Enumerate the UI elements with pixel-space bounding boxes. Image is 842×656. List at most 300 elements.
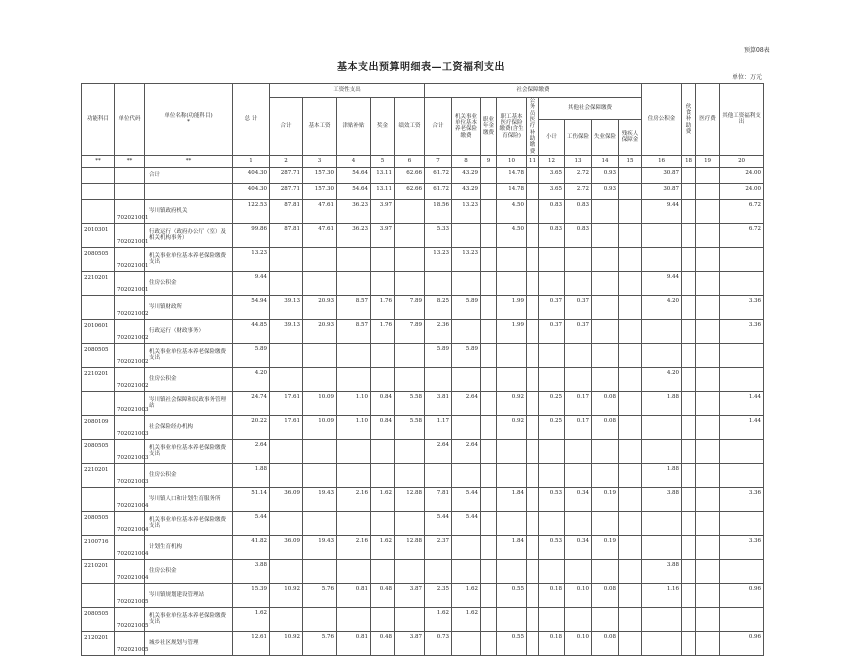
amount-cell: 0.37 bbox=[565, 319, 592, 343]
table-row bbox=[82, 391, 764, 415]
amount-cell: 5.89 bbox=[452, 295, 481, 319]
amount-cell: 54.64 bbox=[337, 167, 371, 183]
index-cell: 6 bbox=[395, 155, 425, 167]
amount-cell bbox=[452, 631, 481, 655]
func-code-cell bbox=[82, 391, 115, 415]
amount-cell: 2.72 bbox=[565, 167, 592, 183]
amount-cell: 0.10 bbox=[565, 631, 592, 655]
amount-cell bbox=[642, 439, 682, 463]
amount-cell bbox=[696, 631, 720, 655]
unit-code-cell: 702021003 bbox=[115, 391, 145, 415]
amount-cell bbox=[337, 607, 371, 631]
amount-cell: 2.64 bbox=[452, 439, 481, 463]
amount-cell bbox=[682, 511, 696, 535]
amount-cell bbox=[682, 223, 696, 247]
amount-cell bbox=[696, 295, 720, 319]
amount-cell bbox=[481, 183, 497, 199]
func-code-cell: 2080505 bbox=[82, 247, 115, 271]
header-allowances: 津贴补贴 bbox=[337, 98, 371, 156]
amount-cell: 5.44 bbox=[452, 511, 481, 535]
amount-cell bbox=[527, 559, 539, 583]
budget-table bbox=[81, 83, 764, 656]
header-other-wage: 其他工资福利支出 bbox=[720, 84, 764, 156]
amount-cell bbox=[303, 511, 337, 535]
amount-cell: 0.73 bbox=[425, 631, 452, 655]
amount-cell: 62.66 bbox=[395, 183, 425, 199]
unit-name-cell: 机关事业单位基本养老保险缴费支出 bbox=[145, 439, 233, 463]
amount-cell: 1.76 bbox=[371, 295, 395, 319]
amount-cell bbox=[481, 271, 497, 295]
table-row bbox=[82, 271, 764, 295]
unit-code-cell: 702021001 bbox=[115, 223, 145, 247]
table-row bbox=[82, 607, 764, 631]
amount-cell bbox=[539, 559, 565, 583]
unit-name-cell: 城乡社区规划与管理 bbox=[145, 631, 233, 655]
unit-name-cell: 计划生育机构 bbox=[145, 535, 233, 559]
unit-code-cell: 702021001 bbox=[115, 199, 145, 223]
header-civil-medical: 公务员医疗补助缴费 bbox=[527, 98, 539, 156]
amount-cell: 0.83 bbox=[539, 223, 565, 247]
amount-cell bbox=[527, 511, 539, 535]
amount-cell: 1.76 bbox=[371, 319, 395, 343]
func-code-cell bbox=[82, 487, 115, 511]
amount-cell: 4.20 bbox=[233, 367, 270, 391]
amount-cell: 1.88 bbox=[642, 463, 682, 487]
table-row bbox=[82, 199, 764, 223]
table-row bbox=[82, 319, 764, 343]
func-code-cell bbox=[82, 167, 115, 183]
amount-cell bbox=[270, 271, 303, 295]
amount-cell bbox=[642, 535, 682, 559]
header-other-social-group: 其他社会保障缴费 bbox=[539, 98, 642, 120]
amount-cell: 3.36 bbox=[720, 319, 764, 343]
amount-cell bbox=[527, 199, 539, 223]
amount-cell: 2.64 bbox=[233, 439, 270, 463]
amount-cell: 3.97 bbox=[371, 199, 395, 223]
header-unit-name-mark: * bbox=[187, 119, 190, 126]
amount-cell: 0.53 bbox=[539, 487, 565, 511]
amount-cell bbox=[720, 607, 764, 631]
header-unit-code: 单位代码 bbox=[115, 84, 145, 156]
amount-cell: 3.65 bbox=[539, 183, 565, 199]
header-wage-group: 工资性支出 bbox=[270, 84, 425, 98]
amount-cell: 20.93 bbox=[303, 295, 337, 319]
amount-cell bbox=[696, 271, 720, 295]
unit-code-cell: 702021004 bbox=[115, 487, 145, 511]
amount-cell bbox=[720, 343, 764, 367]
amount-cell: 9.44 bbox=[642, 199, 682, 223]
amount-cell: 0.93 bbox=[592, 167, 619, 183]
amount-cell: 2.64 bbox=[452, 391, 481, 415]
amount-cell: 0.84 bbox=[371, 391, 395, 415]
amount-cell bbox=[619, 391, 642, 415]
amount-cell bbox=[720, 367, 764, 391]
amount-cell: 1.62 bbox=[452, 583, 481, 607]
amount-cell bbox=[497, 343, 527, 367]
amount-cell: 0.81 bbox=[337, 631, 371, 655]
amount-cell: 47.61 bbox=[303, 223, 337, 247]
header-disability-fund: 残疾人保障金 bbox=[619, 120, 642, 156]
amount-cell bbox=[619, 463, 642, 487]
amount-cell: 1.10 bbox=[337, 391, 371, 415]
header-unit-name-text: 单位名称(功能科目) bbox=[164, 113, 213, 120]
amount-cell: 0.17 bbox=[565, 415, 592, 439]
unit-code-cell: 702021002 bbox=[115, 367, 145, 391]
amount-cell: 0.84 bbox=[371, 415, 395, 439]
amount-cell bbox=[696, 167, 720, 183]
unit-code-cell: 702021004 bbox=[115, 535, 145, 559]
table-row bbox=[82, 167, 764, 183]
amount-cell: 5.44 bbox=[425, 511, 452, 535]
amount-cell: 4.50 bbox=[497, 223, 527, 247]
index-cell: 14 bbox=[592, 155, 619, 167]
amount-cell bbox=[527, 607, 539, 631]
amount-cell bbox=[642, 247, 682, 271]
unit-name-cell: 社会保险经办机构 bbox=[145, 415, 233, 439]
amount-cell: 2.72 bbox=[565, 183, 592, 199]
amount-cell bbox=[592, 463, 619, 487]
unit-code-cell: 702021005 bbox=[115, 583, 145, 607]
amount-cell: 7.89 bbox=[395, 295, 425, 319]
header-pension: 机关事业单位基本养老保险缴费 bbox=[452, 98, 481, 156]
amount-cell: 24.00 bbox=[720, 167, 764, 183]
amount-cell bbox=[303, 343, 337, 367]
header-total: 总 计 bbox=[233, 84, 270, 156]
amount-cell bbox=[539, 511, 565, 535]
amount-cell: 19.43 bbox=[303, 535, 337, 559]
amount-cell: 0.96 bbox=[720, 631, 764, 655]
index-cell: ** bbox=[82, 155, 115, 167]
table-row bbox=[82, 223, 764, 247]
table-row bbox=[82, 583, 764, 607]
amount-cell: 13.23 bbox=[452, 247, 481, 271]
amount-cell bbox=[481, 607, 497, 631]
amount-cell bbox=[619, 559, 642, 583]
amount-cell: 4.20 bbox=[642, 367, 682, 391]
amount-cell bbox=[539, 367, 565, 391]
amount-cell bbox=[481, 319, 497, 343]
amount-cell: 13.11 bbox=[371, 183, 395, 199]
amount-cell bbox=[481, 535, 497, 559]
amount-cell: 0.19 bbox=[592, 487, 619, 511]
amount-cell bbox=[696, 223, 720, 247]
amount-cell: 30.87 bbox=[642, 167, 682, 183]
amount-cell bbox=[682, 559, 696, 583]
amount-cell: 0.25 bbox=[539, 391, 565, 415]
amount-cell bbox=[592, 559, 619, 583]
amount-cell bbox=[682, 199, 696, 223]
amount-cell bbox=[696, 607, 720, 631]
header-bonus: 奖金 bbox=[371, 98, 395, 156]
amount-cell bbox=[720, 559, 764, 583]
header-wage-total: 合计 bbox=[270, 98, 303, 156]
amount-cell: 7.81 bbox=[425, 487, 452, 511]
index-cell: 2 bbox=[270, 155, 303, 167]
amount-cell bbox=[395, 463, 425, 487]
header-basic-wage: 基本工资 bbox=[303, 98, 337, 156]
index-cell: 1 bbox=[233, 155, 270, 167]
amount-cell bbox=[371, 271, 395, 295]
amount-cell: 5.76 bbox=[303, 583, 337, 607]
amount-cell bbox=[592, 295, 619, 319]
amount-cell: 1.88 bbox=[233, 463, 270, 487]
unit-name-cell: 行政运行（财政事务） bbox=[145, 319, 233, 343]
form-number: 预算08表 bbox=[744, 47, 770, 54]
amount-cell: 5.44 bbox=[233, 511, 270, 535]
header-injury-insurance: 工伤保险 bbox=[565, 120, 592, 156]
amount-cell: 2.35 bbox=[425, 583, 452, 607]
amount-cell bbox=[642, 223, 682, 247]
amount-cell bbox=[452, 367, 481, 391]
unit-name-cell: 岑川镇人口和计划生育服务所 bbox=[145, 487, 233, 511]
amount-cell bbox=[696, 535, 720, 559]
amount-cell bbox=[682, 183, 696, 199]
amount-cell: 24.74 bbox=[233, 391, 270, 415]
amount-cell bbox=[452, 223, 481, 247]
amount-cell: 54.94 bbox=[233, 295, 270, 319]
func-code-cell: 2080505 bbox=[82, 439, 115, 463]
amount-cell: 0.37 bbox=[539, 319, 565, 343]
unit-code-cell: 702021002 bbox=[115, 319, 145, 343]
amount-cell bbox=[303, 607, 337, 631]
amount-cell: 39.13 bbox=[270, 319, 303, 343]
amount-cell: 0.08 bbox=[592, 391, 619, 415]
amount-cell: 13.23 bbox=[233, 247, 270, 271]
amount-cell: 1.84 bbox=[497, 487, 527, 511]
amount-cell: 0.19 bbox=[592, 535, 619, 559]
func-code-cell: 2010301 bbox=[82, 223, 115, 247]
amount-cell: 12.88 bbox=[395, 535, 425, 559]
amount-cell bbox=[539, 439, 565, 463]
amount-cell bbox=[619, 247, 642, 271]
table-row bbox=[82, 463, 764, 487]
amount-cell bbox=[619, 295, 642, 319]
amount-cell bbox=[497, 463, 527, 487]
header-other-subtotal: 小计 bbox=[539, 120, 565, 156]
amount-cell bbox=[481, 487, 497, 511]
amount-cell: 5.58 bbox=[395, 415, 425, 439]
amount-cell bbox=[527, 583, 539, 607]
amount-cell bbox=[696, 247, 720, 271]
amount-cell bbox=[642, 607, 682, 631]
amount-cell bbox=[696, 183, 720, 199]
table-row bbox=[82, 535, 764, 559]
amount-cell bbox=[395, 559, 425, 583]
amount-cell bbox=[497, 271, 527, 295]
amount-cell bbox=[371, 439, 395, 463]
amount-cell: 87.81 bbox=[270, 223, 303, 247]
unit-code-cell: 702021001 bbox=[115, 271, 145, 295]
unit-name-cell: 行政运行（政府办公厅（室）及相关机构事务） bbox=[145, 223, 233, 247]
index-cell: 13 bbox=[565, 155, 592, 167]
amount-cell bbox=[682, 247, 696, 271]
amount-cell bbox=[527, 487, 539, 511]
amount-cell: 5.44 bbox=[452, 487, 481, 511]
amount-cell bbox=[527, 223, 539, 247]
amount-cell: 0.48 bbox=[371, 631, 395, 655]
amount-cell: 0.25 bbox=[539, 415, 565, 439]
amount-cell bbox=[539, 343, 565, 367]
unit-name-cell: 岑川镇规划建设管理站 bbox=[145, 583, 233, 607]
index-cell: ** bbox=[145, 155, 233, 167]
index-cell: 12 bbox=[539, 155, 565, 167]
amount-cell bbox=[452, 271, 481, 295]
amount-cell bbox=[270, 247, 303, 271]
amount-cell: 0.83 bbox=[539, 199, 565, 223]
amount-cell bbox=[565, 439, 592, 463]
unit-name-cell bbox=[145, 183, 233, 199]
index-cell: 15 bbox=[619, 155, 642, 167]
table-row bbox=[82, 487, 764, 511]
amount-cell: 24.00 bbox=[720, 183, 764, 199]
amount-cell: 1.62 bbox=[371, 535, 395, 559]
amount-cell bbox=[642, 343, 682, 367]
unit-code-cell: 702021004 bbox=[115, 511, 145, 535]
amount-cell: 12.61 bbox=[233, 631, 270, 655]
amount-cell: 43.29 bbox=[452, 167, 481, 183]
amount-cell bbox=[371, 559, 395, 583]
amount-cell bbox=[682, 319, 696, 343]
amount-cell bbox=[270, 343, 303, 367]
amount-cell bbox=[619, 271, 642, 295]
amount-cell bbox=[682, 391, 696, 415]
func-code-cell: 2080109 bbox=[82, 415, 115, 439]
amount-cell bbox=[682, 367, 696, 391]
amount-cell: 1.62 bbox=[425, 607, 452, 631]
unit-name-cell: 住房公积金 bbox=[145, 463, 233, 487]
amount-cell bbox=[642, 631, 682, 655]
amount-cell bbox=[696, 367, 720, 391]
amount-cell bbox=[481, 167, 497, 183]
amount-cell bbox=[682, 583, 696, 607]
unit-name-cell: 住房公积金 bbox=[145, 559, 233, 583]
header-unit-name bbox=[145, 84, 233, 156]
amount-cell: 18.56 bbox=[425, 199, 452, 223]
unit-name-cell: 机关事业单位基本养老保险缴费支出 bbox=[145, 511, 233, 535]
amount-cell bbox=[682, 535, 696, 559]
amount-cell: 4.20 bbox=[642, 295, 682, 319]
unit-code-cell: 702021005 bbox=[115, 631, 145, 655]
index-cell: 19 bbox=[696, 155, 720, 167]
index-row bbox=[82, 155, 764, 167]
amount-cell bbox=[619, 583, 642, 607]
amount-cell bbox=[270, 463, 303, 487]
amount-cell: 1.44 bbox=[720, 391, 764, 415]
amount-cell: 43.29 bbox=[452, 183, 481, 199]
amount-cell: 0.92 bbox=[497, 391, 527, 415]
unit-name-cell: 岑川镇财政所 bbox=[145, 295, 233, 319]
amount-cell: 1.84 bbox=[497, 535, 527, 559]
amount-cell bbox=[527, 415, 539, 439]
func-code-cell: 2080505 bbox=[82, 607, 115, 631]
amount-cell bbox=[527, 391, 539, 415]
amount-cell: 0.55 bbox=[497, 583, 527, 607]
func-code-cell bbox=[82, 199, 115, 223]
amount-cell bbox=[696, 199, 720, 223]
unit-code-cell: 702021002 bbox=[115, 295, 145, 319]
amount-cell bbox=[497, 367, 527, 391]
amount-cell bbox=[539, 463, 565, 487]
amount-cell: 3.36 bbox=[720, 487, 764, 511]
unit-code-cell: 702021003 bbox=[115, 415, 145, 439]
amount-cell bbox=[481, 199, 497, 223]
page-title: 基本支出预算明细表—工资福利支出 bbox=[337, 62, 505, 73]
func-code-cell: 2080505 bbox=[82, 343, 115, 367]
amount-cell: 3.87 bbox=[395, 583, 425, 607]
amount-cell: 3.88 bbox=[642, 559, 682, 583]
amount-cell bbox=[371, 607, 395, 631]
func-code-cell: 2210201 bbox=[82, 271, 115, 295]
amount-cell bbox=[270, 439, 303, 463]
amount-cell bbox=[337, 271, 371, 295]
unit-code-cell bbox=[115, 183, 145, 199]
table-row bbox=[82, 559, 764, 583]
amount-cell bbox=[481, 295, 497, 319]
amount-cell bbox=[592, 319, 619, 343]
amount-cell bbox=[395, 511, 425, 535]
amount-cell bbox=[395, 367, 425, 391]
amount-cell: 36.09 bbox=[270, 487, 303, 511]
func-code-cell: 2210201 bbox=[82, 559, 115, 583]
amount-cell: 0.53 bbox=[539, 535, 565, 559]
amount-cell bbox=[527, 183, 539, 199]
amount-cell: 10.92 bbox=[270, 631, 303, 655]
amount-cell bbox=[720, 463, 764, 487]
unit-code-cell: 702021004 bbox=[115, 559, 145, 583]
amount-cell bbox=[592, 199, 619, 223]
amount-cell: 10.09 bbox=[303, 415, 337, 439]
amount-cell bbox=[395, 223, 425, 247]
amount-cell: 3.81 bbox=[425, 391, 452, 415]
amount-cell: 3.36 bbox=[720, 295, 764, 319]
amount-cell bbox=[481, 415, 497, 439]
amount-cell bbox=[527, 367, 539, 391]
index-cell: 16 bbox=[642, 155, 682, 167]
amount-cell: 0.83 bbox=[565, 223, 592, 247]
amount-cell bbox=[481, 583, 497, 607]
func-code-cell: 2010601 bbox=[82, 319, 115, 343]
amount-cell: 9.44 bbox=[642, 271, 682, 295]
amount-cell bbox=[642, 319, 682, 343]
amount-cell: 0.34 bbox=[565, 487, 592, 511]
func-code-cell bbox=[82, 183, 115, 199]
amount-cell bbox=[527, 295, 539, 319]
amount-cell: 8.57 bbox=[337, 295, 371, 319]
amount-cell bbox=[696, 511, 720, 535]
header-housing: 住房公积金 bbox=[642, 84, 682, 156]
amount-cell: 1.88 bbox=[642, 391, 682, 415]
amount-cell bbox=[682, 439, 696, 463]
index-cell: 4 bbox=[337, 155, 371, 167]
amount-cell bbox=[371, 343, 395, 367]
amount-cell bbox=[696, 343, 720, 367]
amount-cell bbox=[337, 247, 371, 271]
amount-cell: 39.13 bbox=[270, 295, 303, 319]
amount-cell: 2.64 bbox=[425, 439, 452, 463]
amount-cell bbox=[592, 367, 619, 391]
amount-cell: 99.86 bbox=[233, 223, 270, 247]
amount-cell: 0.17 bbox=[565, 391, 592, 415]
amount-cell: 1.99 bbox=[497, 295, 527, 319]
amount-cell: 5.89 bbox=[452, 343, 481, 367]
func-code-cell: 2120201 bbox=[82, 631, 115, 655]
amount-cell: 0.10 bbox=[565, 583, 592, 607]
amount-cell: 3.87 bbox=[395, 631, 425, 655]
amount-cell bbox=[696, 487, 720, 511]
amount-cell: 6.72 bbox=[720, 199, 764, 223]
amount-cell: 0.55 bbox=[497, 631, 527, 655]
amount-cell bbox=[497, 607, 527, 631]
